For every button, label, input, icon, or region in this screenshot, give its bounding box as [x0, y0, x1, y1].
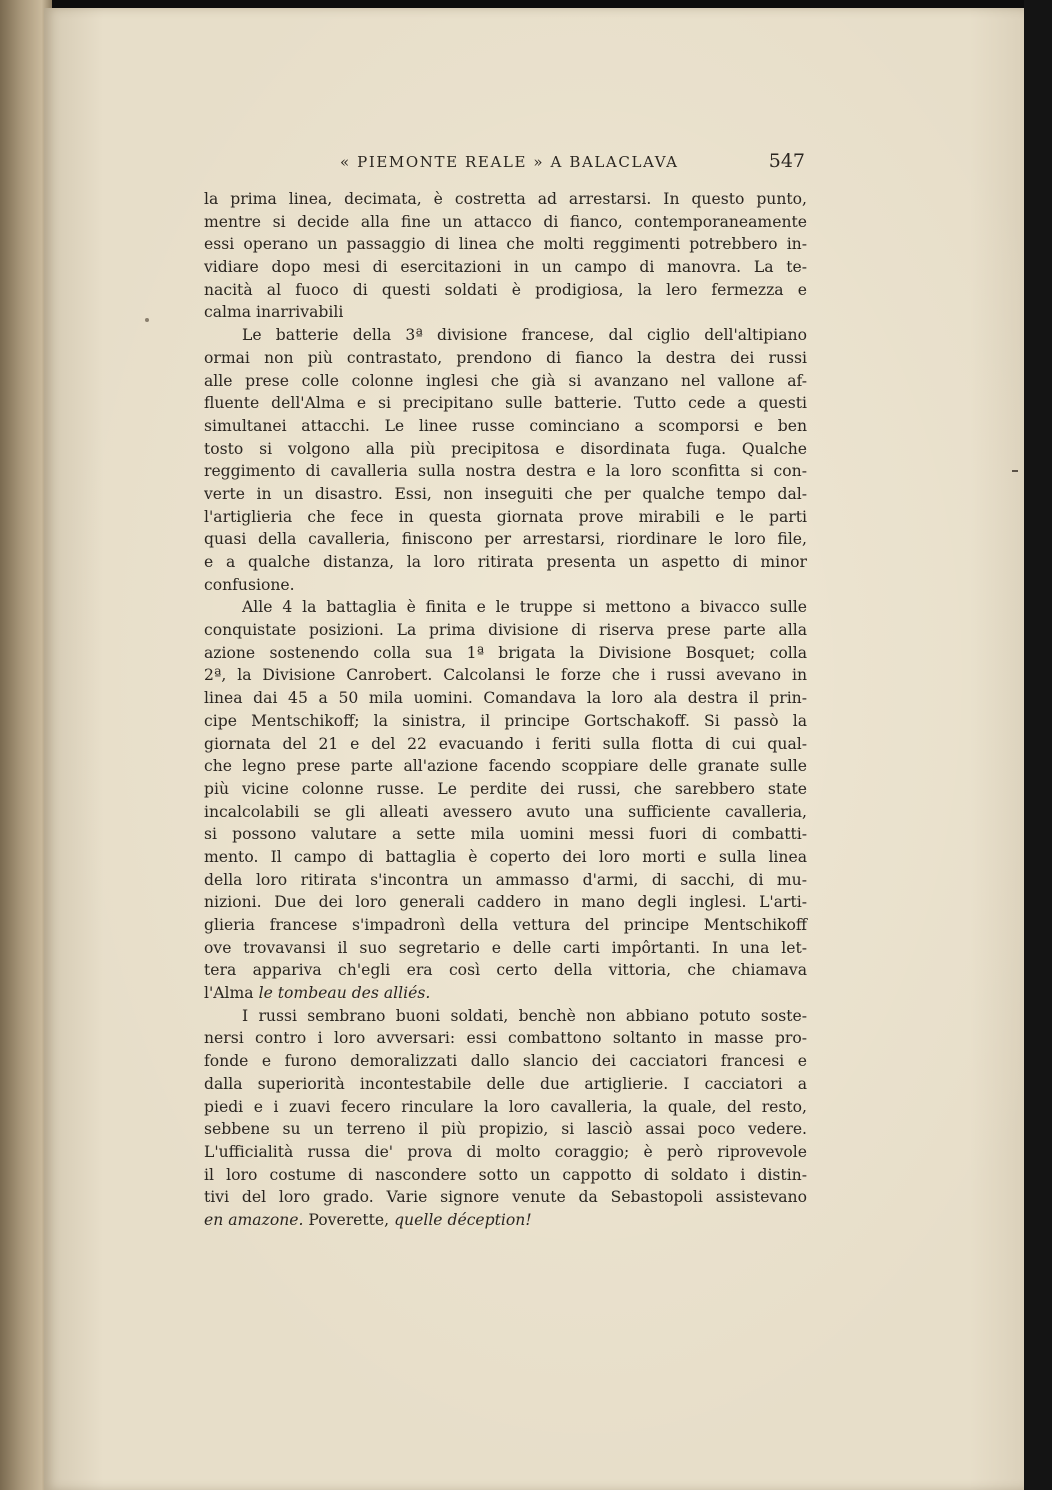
- paper-spot: [145, 318, 149, 322]
- text-line: il loro costume di nascondere sotto un cappotto di soldato i distin-: [204, 1165, 807, 1184]
- text-line: 2ª, la Divisione Canrobert. Calcolansi le forze che i russi avevano in: [204, 666, 807, 685]
- text-line: dalla superiorità incontestabile delle due artiglierie. I cacciatori a: [204, 1074, 807, 1093]
- text-line: linea dai 45 a 50 mila uomini. Comandava la loro ala destra il prin-: [204, 689, 807, 708]
- text-line: I russi sembrano buoni soldati, benchè non abbiano potuto soste-: [242, 1006, 807, 1025]
- text-line: conquistate posizioni. La prima divisione di riserva prese parte alla: [204, 621, 807, 640]
- text-line: più vicine colonne russe. Le perdite dei russi, che sarebbero state: [204, 779, 807, 798]
- text-line: verte in un disastro. Essi, non inseguiti che per qualche tempo dal-: [204, 484, 807, 503]
- text-line: L'ufficialità russa die' prova di molto coraggio; è però riprovevole: [204, 1142, 807, 1161]
- body-text: [204, 188, 807, 1232]
- page-number: 547: [768, 150, 805, 172]
- scan-border: [1024, 0, 1052, 1490]
- text-line: la prima linea, decimata, è costretta ad arrestarsi. In questo punto,: [204, 190, 807, 208]
- text-line: tosto si volgono alla più precipitosa e disordinata fuga. Qualche: [204, 439, 807, 458]
- text-line: alle prese colle colonne inglesi che già si avanzano nel vallone af-: [204, 371, 807, 390]
- text-line: della loro ritirata s'incontra un ammasso d'armi, di sacchi, di mu-: [204, 870, 807, 889]
- page-header: [340, 150, 805, 174]
- running-title: « PIEMONTE REALE » A BALACLAVA: [340, 153, 679, 171]
- text-line: fonde e furono demoralizzati dallo slancio dei cacciatori francesi e: [204, 1052, 807, 1071]
- text-line: quasi della cavalleria, finiscono per arrestarsi, riordinare le loro file,: [204, 530, 807, 549]
- text-line: ove trovavansi il suo segretario e delle carti impôrtanti. In una let-: [204, 938, 807, 957]
- italic-phrase: quelle déception!: [394, 1210, 532, 1229]
- text-line: calma inarrivabili: [204, 303, 344, 322]
- text-line: essi operano un passaggio di linea che molti reggimenti potrebbero in-: [204, 235, 807, 254]
- italic-phrase: en amazone.: [204, 1210, 304, 1229]
- text-line: Alle 4 la battaglia è finita e le truppe si mettono a bivacco sulle: [242, 598, 807, 617]
- text-line-final: [204, 1209, 807, 1232]
- text-line: reggimento di cavalleria sulla nostra destra e la loro sconfitta si con-: [204, 462, 807, 481]
- text-line: incalcolabili se gli alleati avessero avuto una sufficiente cavalleria,: [204, 802, 807, 821]
- text-line: cipe Mentschikoff; la sinistra, il principe Gortschakoff. Si passò la: [204, 711, 807, 730]
- text-line: fluente dell'Alma e si precipitano sulle batterie. Tutto cede a questi: [204, 394, 807, 413]
- alma-prefix: l'Alma: [204, 984, 254, 1003]
- text-line-alma: [204, 982, 807, 1005]
- text-line: mento. Il campo di battaglia è coperto dei loro morti e sulla linea: [204, 847, 807, 866]
- text-line: azione sostenendo colla sua 1ª brigata la Divisione Bosquet; colla: [204, 643, 807, 662]
- text-line: tera appariva ch'egli era così certo della vittoria, che chiamava: [204, 961, 807, 980]
- italic-phrase: le tombeau des alliés.: [258, 984, 431, 1003]
- text-line: nizioni. Due dei loro generali caddero in mano degli inglesi. L'arti-: [204, 893, 807, 912]
- text-line: nersi contro i loro avversari: essi combattono soltanto in masse pro-: [204, 1029, 807, 1048]
- text-line: glieria francese s'impadronì della vettura del principe Mentschikoff: [204, 916, 807, 934]
- text-line: nacità al fuoco di questi soldati è prodigiosa, la lero fermezza e: [204, 280, 807, 299]
- text-line: sebbene su un terreno il più propizio, si lasciò assai poco vedere.: [204, 1120, 807, 1139]
- text-line: vidiare dopo mesi di esercitazioni in un campo di manovra. La te-: [204, 258, 807, 277]
- text-line: e a qualche distanza, la loro ritirata presenta un aspetto di minor: [204, 553, 807, 571]
- text-line: Le batterie della 3ª divisione francese, dal ciglio dell'altipiano: [242, 326, 807, 345]
- text-line: simultanei attacchi. Le linee russe cominciano a scomporsi e ben: [204, 416, 807, 435]
- text-line: piedi e i zuavi fecero rinculare la loro cavalleria, la quale, del resto,: [204, 1097, 807, 1116]
- text-line: giornata del 21 e del 22 evacuando i feriti sulla flotta di cui qual-: [204, 734, 807, 753]
- text-line: confusione.: [204, 575, 295, 594]
- text-line: che legno prese parte all'azione facendo scoppiare delle granate sulle: [204, 757, 807, 776]
- text-line: l'artiglieria che fece in questa giornata prove mirabili e le parti: [204, 507, 807, 526]
- text-line: mentre si decide alla fine un attacco di fianco, contemporaneamente: [204, 212, 807, 231]
- text-line: tivi del loro grado. Varie signore venute da Sebastopoli assistevano: [204, 1188, 807, 1207]
- final-plain: Poverette,: [308, 1210, 390, 1229]
- margin-mark: [1012, 470, 1018, 472]
- text-line: si possono valutare a sette mila uomini messi fuori di combatti-: [204, 825, 807, 844]
- text-line: ormai non più contrastato, prendono di fianco la destra dei russi: [204, 348, 807, 367]
